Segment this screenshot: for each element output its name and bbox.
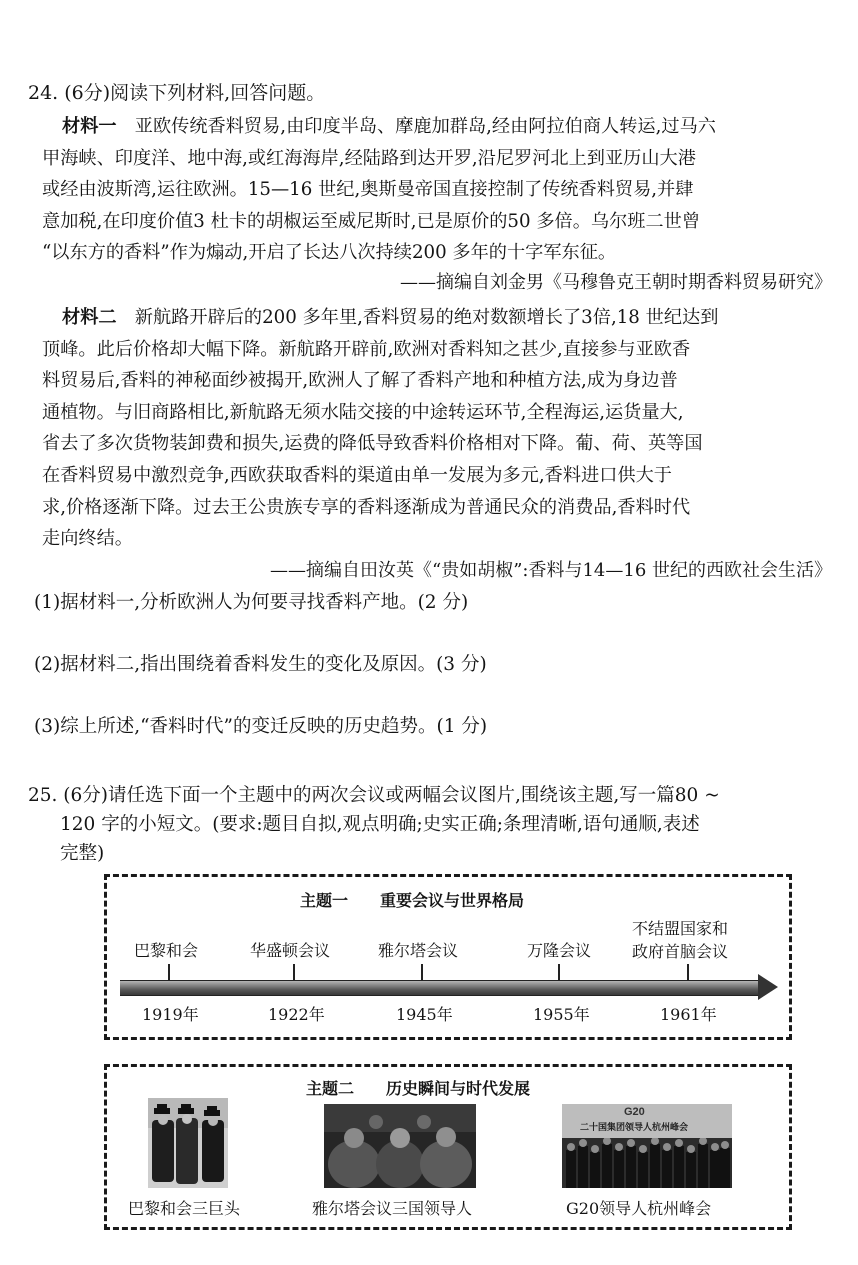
q24-heading: 24. (6分)阅读下列材料,回答问题。 <box>28 82 326 104</box>
material-one-line-3: 或经由波斯湾,运往欧洲。15—16 世纪,奥斯曼帝国直接控制了传统香料贸易,并肆 <box>42 179 694 201</box>
material-one-line-4: 意加税,在印度价值3 杜卡的胡椒运至威尼斯时,已是原价的50 多倍。乌尔班二世曾 <box>42 210 701 232</box>
sub-question-3: (3)综上所述,“香料时代”的变迁反映的历史趋势。(1 分) <box>34 716 488 737</box>
conference-yalta-label: 雅尔塔会议 <box>378 941 459 960</box>
material-two-line-3: 料贸易后,香料的神秘面纱被揭开,欧洲人了解了香料产地和种植方法,成为身边普 <box>42 370 678 392</box>
material-one-line-5: “以东方的香料”作为煽动,开启了长达八次持续200 多年的十字军东征。 <box>42 242 617 264</box>
year-1961: 1961年 <box>660 1005 717 1024</box>
timeline-tick-1945 <box>421 964 423 980</box>
sub-question-1: (1)据材料一,分析欧洲人为何要寻找香料产地。(2 分) <box>34 592 469 613</box>
material-one-source: ——摘编自刘金男《马穆鲁克王朝时期香料贸易研究》 <box>400 272 832 293</box>
theme-two-title: 主题二 历史瞬间与时代发展 <box>306 1079 531 1098</box>
material-two-source: ——摘编自田汝英《“贵如胡椒”:香料与14—16 世纪的西欧社会生活》 <box>270 560 832 581</box>
year-1919: 1919年 <box>142 1005 199 1024</box>
g20-banner-logo: G20 <box>624 1106 645 1118</box>
timeline-bar <box>120 980 760 996</box>
q25-line-1: 25. (6分)请任选下面一个主题中的两次会议或两幅会议图片,围绕该主题,写一篇80 ~ <box>28 785 720 806</box>
timeline-arrow-icon <box>758 974 778 1000</box>
conference-non-aligned-label <box>632 916 728 962</box>
paris-big-three-photo <box>148 1098 228 1188</box>
timeline-tick-1919 <box>168 964 170 980</box>
g20-leaders-image <box>562 1138 732 1188</box>
caption-paris-big-three: 巴黎和会三巨头 <box>128 1199 241 1218</box>
material-two-line-1: 新航路开辟后的200 多年里,香料贸易的绝对数额增长了3倍,18 世纪达到 <box>134 307 719 328</box>
material-two-line-6: 在香料贸易中激烈竞争,西欧获取香料的渠道由单一发展为多元,香料进口供大于 <box>42 464 672 486</box>
material-two-line-5: 省去了多次货物装卸费和损失,运费的降低导致香料价格相对下降。葡、荷、英等国 <box>42 433 703 455</box>
yalta-leaders-image <box>324 1104 476 1188</box>
conference-bandung-label: 万隆会议 <box>527 941 592 960</box>
conference-paris-label: 巴黎和会 <box>134 941 199 960</box>
q25-line-3: 完整) <box>60 843 105 864</box>
paris-big-three-image <box>148 1098 228 1188</box>
yalta-leaders-photo <box>324 1104 476 1188</box>
material-one-label: 材料一 <box>62 116 117 137</box>
material-two <box>42 302 832 555</box>
theme-one-title: 主题一 重要会议与世界格局 <box>300 891 525 910</box>
material-one-line-2: 甲海峡、印度洋、地中海,或红海海岸,经陆路到达开罗,沿尼罗河北上到亚历山大港 <box>42 147 696 169</box>
material-two-line-7: 求,价格逐渐下降。过去王公贵族专享的香料逐渐成为普通民众的消费品,香料时代 <box>42 496 691 518</box>
year-1945: 1945年 <box>396 1005 453 1024</box>
q25-line-2: 120 字的小短文。(要求:题目自拟,观点明确;史实正确;条理清晰,语句通顺,表述 <box>60 814 700 835</box>
timeline-tick-1955 <box>558 964 560 980</box>
g20-hangzhou-photo <box>562 1104 732 1188</box>
material-one-line-1: 亚欧传统香料贸易,由印度半岛、摩鹿加群岛,经由阿拉伯商人转运,过马六 <box>134 116 716 137</box>
material-two-line-2: 顶峰。此后价格却大幅下降。新航路开辟前,欧洲对香料知之甚少,直接参与亚欧香 <box>42 338 691 360</box>
timeline-tick-1922 <box>293 964 295 980</box>
g20-banner-subtitle: 二十国集团领导人杭州峰会 <box>580 1123 689 1133</box>
material-two-label: 材料二 <box>62 307 117 328</box>
caption-yalta-leaders: 雅尔塔会议三国领导人 <box>312 1199 473 1218</box>
sub-question-2: (2)据材料二,指出围绕着香料发生的变化及原因。(3 分) <box>34 654 487 675</box>
timeline-tick-1961 <box>687 964 689 980</box>
material-one <box>42 111 832 269</box>
q25-prompt <box>28 781 828 868</box>
conference-non-aligned-line-1: 不结盟国家和 <box>632 919 729 938</box>
conference-non-aligned-line-2: 政府首脑会议 <box>632 942 729 961</box>
year-1955: 1955年 <box>533 1005 590 1024</box>
year-1922: 1922年 <box>268 1005 325 1024</box>
conference-washington-label: 华盛顿会议 <box>250 941 331 960</box>
material-two-line-4: 通植物。与旧商路相比,新航路无须水陆交接的中途转运环节,全程海运,运货量大, <box>42 401 684 423</box>
caption-g20-hangzhou: G20领导人杭州峰会 <box>566 1199 712 1218</box>
material-two-line-8: 走向终结。 <box>42 528 133 550</box>
